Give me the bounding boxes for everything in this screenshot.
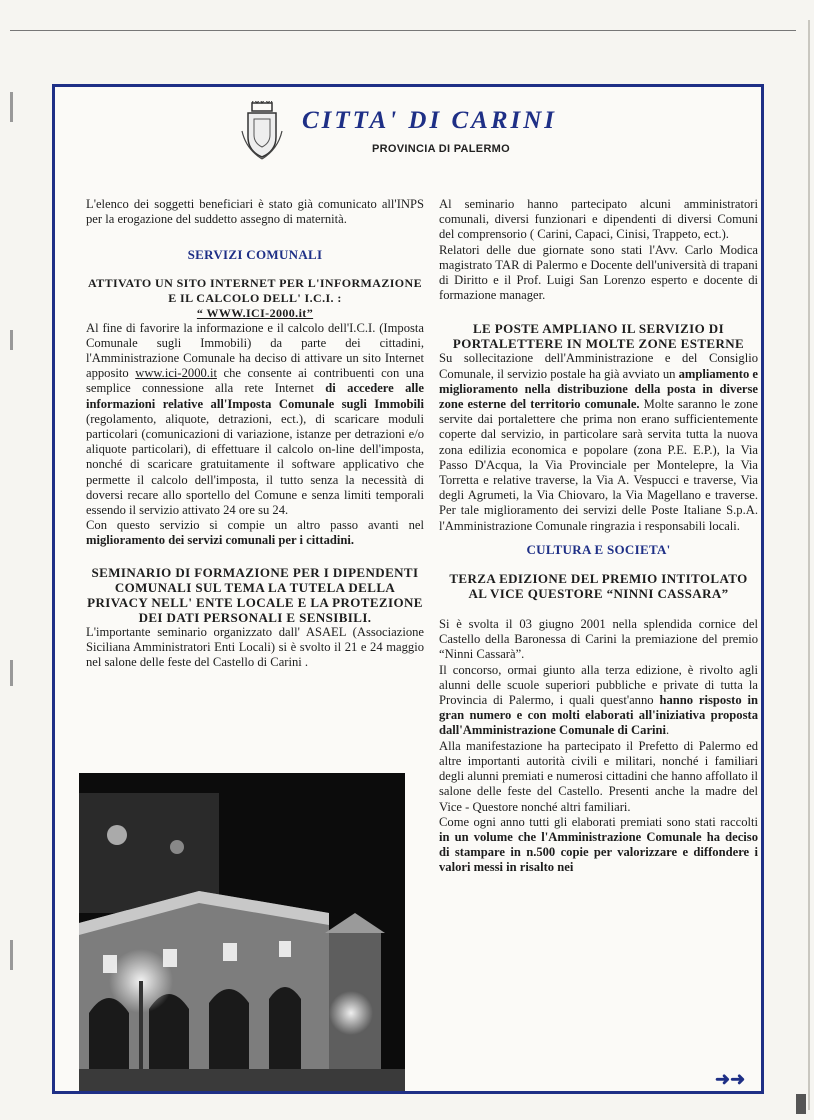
article-paragraph xyxy=(86,518,424,548)
article-heading-poste: LE POSTE AMPLIANO IL SERVIZIO DI PORTALETTERE IN MOLTE ZONE ESTERNE xyxy=(452,321,745,352)
text-span: Il concorso, ormai giunto alla terza edizione, è rivolto agli alunni delle scuole superiori pubbliche e private di tutta la Provincia di Palermo, i quali quest'anno xyxy=(439,662,758,708)
text-span: . xyxy=(666,723,670,738)
bold-text: di accedere alle informazioni relative all'Imposta Comunale sugli Immobili xyxy=(86,381,424,411)
section-heading-servizi: SERVIZI COMUNALI xyxy=(187,247,323,263)
text-span: (regolamento, aliquote, detrazioni, ect.), di scaricare moduli particolari (comunicazioni di variazione, istanze per detrazioni e/o aliquote particolari), di effettuare il calcolo on-line dell'imposta, nonché di scaricare gratuitamente il software applicativo che permette il calcolo dell'imposta, il tutto senza la necessità di doversi recare allo sportello del Comune e senza limiti temporali essendo il servizio attivato 24 ore su 24. xyxy=(86,411,424,518)
page-edge xyxy=(808,20,810,1110)
page-frame xyxy=(52,84,764,1094)
article-paragraph xyxy=(439,351,758,533)
article-paragraph: L'importante seminario organizzato dall' ASAEL (Associazione Siciliana Amministratori Enti Locali) si è svolto il 21 e 24 maggio nel salone delle feste del Castello di Carini . xyxy=(86,624,424,670)
margin-mark xyxy=(10,92,13,122)
text-span: Come ogni anno tutti gli elaborati premiati sono stati raccolti xyxy=(439,814,758,829)
article-heading-premio: TERZA EDIZIONE DEL PREMIO INTITOLATO AL VICE QUESTORE “NINNI CASSARA” xyxy=(449,571,748,602)
coat-of-arms-icon xyxy=(240,101,284,161)
article-paragraph: Alla manifestazione ha partecipato il Prefetto di Palermo ed altre importanti autorità civili e militari, nonché i familiari degli alunni premiati e numerosi cittadini che hanno affollato il salone delle feste del Castello. Presenti anche la madre del Vice - Questore nonché altri familiari. xyxy=(439,738,758,814)
right-column xyxy=(439,197,758,876)
text-span: Al fine di favorire la informazione e il calcolo dell'I.C.I. (Imposta Comunale sugli Immobili) da parte dei cittadini, l'Amministrazione Comunale ha deciso di attivare un sito Internet apposito xyxy=(86,320,424,381)
bold-text: miglioramento dei servizi comunali per i cittadini. xyxy=(86,533,355,548)
page-corner xyxy=(796,1094,806,1114)
ici-site-link[interactable]: “ WWW.ICI-2000.it” xyxy=(196,305,314,320)
text-span: che consente ai contribuenti con una semplice connessione alla rete Internet xyxy=(86,366,424,396)
article-paragraph: Al seminario hanno partecipato alcuni amministratori comunali, diversi funzionari e dipendenti di diversi Comuni del comprensorio ( Carini, Capaci, Cinisi, Trappeto, ect.). xyxy=(439,197,758,242)
city-title: CITTA' DI CARINI xyxy=(302,107,558,134)
intro-paragraph: L'elenco dei soggetti beneficiari è stato già comunicato all'INPS per la erogazione del suddetto assegno di maternità. xyxy=(86,197,424,227)
ici-web-link[interactable]: www.ici-2000.it xyxy=(135,366,217,381)
top-rule xyxy=(10,30,796,31)
text-span: Su sollecitazione dell'Amministrazione e del Consiglio Comunale, il servizio postale ha già avviato un xyxy=(439,351,758,381)
left-column xyxy=(86,197,424,670)
bold-text: hanno risposto in gran numero e con molti elaborati all'iniziativa proposta dall'Amministrazione Comunale di Carini xyxy=(439,693,758,738)
text-span: Con questo servizio si compie un altro passo avanti nel xyxy=(86,518,424,533)
article-heading-ici xyxy=(86,276,424,321)
article-heading-seminario: SEMINARIO DI FORMAZIONE PER I DIPENDENTI COMUNALI SUL TEMA LA TUTELA DELLA PRIVACY NELL' ENTE LOCALE E LA PROTEZIONE DEI DATI PERSONALI E SENSIBILI. xyxy=(87,564,423,625)
section-heading-cultura: CULTURA E SOCIETA' xyxy=(526,541,671,557)
article-paragraph: Si è svolta il 03 giugno 2001 nella splendida cornice del Castello della Baronessa di Carini la premiazione del premio “Ninni Cassarà”. xyxy=(439,617,758,662)
province-subtitle: PROVINCIA DI PALERMO xyxy=(372,143,511,155)
text-span: Molte saranno le zone servite dai portalettere che prima non erano sufficientemente coperte dal servizio, in particolare sarà servita tutta la nuova zona edilizia economica e popolare (zona P.E. E.P.), la Via Passo D'Acqua, la Via Provinciale per Montelepre, la Via Torretta e relative traverse, la Via A. Vespucci e traverse, Via degli Agrumeti, la Via Chiovaro, la Via Magellano e traverse. Per tale miglioramento dei servizi delle Poste Italiane S.p.A. l'Amministrazione Comunale ringrazia i responsabili locali. xyxy=(439,397,758,533)
article-paragraph xyxy=(439,663,758,739)
bold-text: in un volume che l'Amministrazione Comunale ha deciso di stampare in n.500 copie per valorizzare e diffondere i valori messi in risalto nei xyxy=(439,829,758,875)
article-paragraph xyxy=(439,815,758,876)
double-arrow-right-icon[interactable]: ➜➜ xyxy=(715,1069,746,1089)
article-paragraph xyxy=(86,321,424,519)
margin-mark xyxy=(10,330,13,350)
margin-mark xyxy=(10,940,13,970)
bold-text: ampliamento e miglioramento nella distribuzione della posta in diverse zone esterne del territorio comunale. xyxy=(439,366,758,412)
article-heading-ici-text: ATTIVATO UN SITO INTERNET PER L'INFORMAZIONE E IL CALCOLO DELL' I.C.I. : xyxy=(87,275,422,305)
margin-mark xyxy=(10,660,13,686)
castle-illustration xyxy=(79,773,405,1091)
masthead xyxy=(240,97,660,167)
castle-photo xyxy=(79,773,405,1091)
article-paragraph: Relatori delle due giornate sono stati l'Avv. Carlo Modica magistrato TAR di Palermo e Docente dell'università di trapani di Diritto e il Prof. Luigi San Lorenzo esperto e docente di formazione manager. xyxy=(439,242,758,303)
